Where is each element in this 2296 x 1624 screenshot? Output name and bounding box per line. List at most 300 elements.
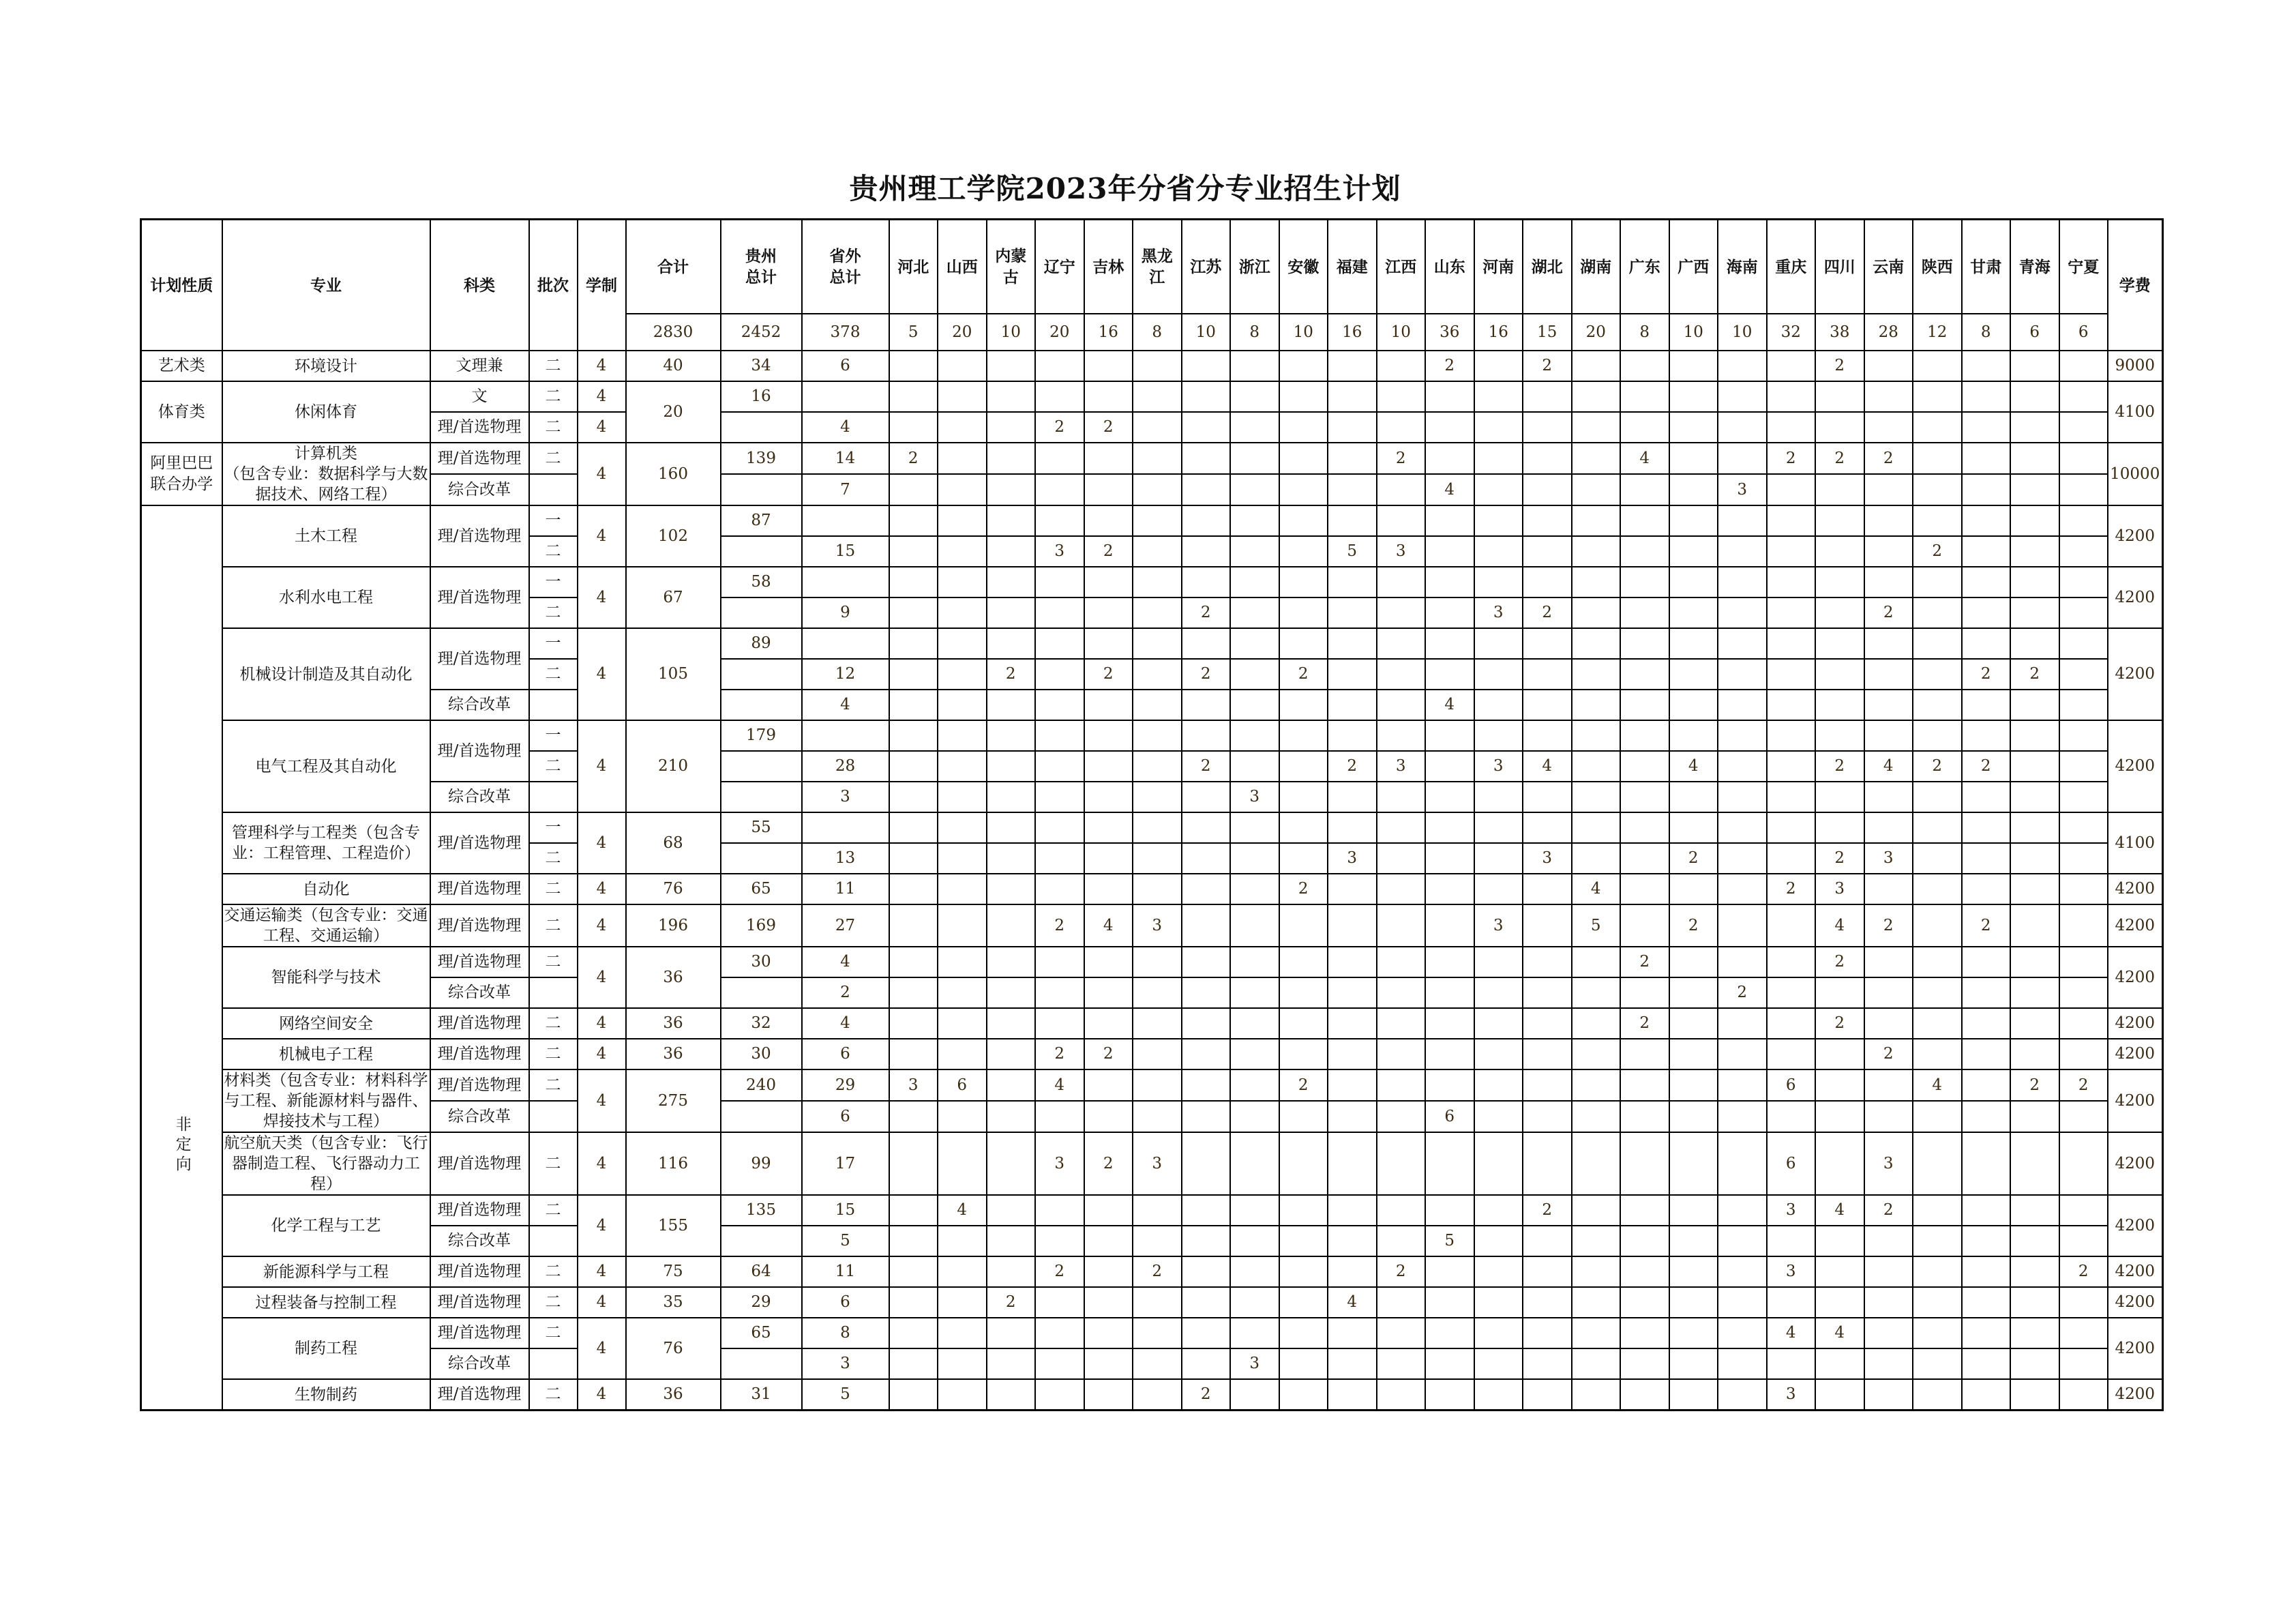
province-count [1084, 1008, 1133, 1039]
guizhou-count [721, 1226, 802, 1256]
province-count [889, 659, 938, 690]
tuition-fee: 4200 [2108, 1069, 2162, 1132]
province-count [1279, 720, 1328, 751]
outside-total-value: 378 [802, 314, 889, 351]
grand-total: 2830 [626, 314, 721, 351]
tuition-fee: 4200 [2108, 1039, 2162, 1069]
guizhou-count [721, 1101, 802, 1132]
province-count [1864, 874, 1913, 904]
province-count [1133, 1348, 1182, 1379]
province-count: 4 [1035, 1069, 1084, 1101]
major-total: 76 [626, 874, 721, 904]
province-count [1133, 659, 1182, 690]
province-count [938, 812, 987, 843]
batch: 一 [529, 720, 578, 751]
province-count [1572, 1132, 1621, 1195]
table-row [141, 782, 2163, 812]
province-count [1767, 904, 1816, 947]
province-count [1035, 874, 1084, 904]
province-count [1230, 1318, 1279, 1348]
province-count [2059, 1039, 2108, 1069]
province-count [938, 474, 987, 505]
province-count [1864, 1069, 1913, 1101]
province-count [987, 567, 1036, 597]
province-count [1328, 1195, 1377, 1226]
province-count [1182, 1008, 1231, 1039]
province-count: 5 [1328, 536, 1377, 567]
province-count [1474, 1287, 1523, 1318]
province-count [889, 628, 938, 659]
major-total: 210 [626, 720, 721, 812]
province-count [1035, 843, 1084, 874]
province-count [2059, 843, 2108, 874]
province-count [1279, 536, 1328, 567]
province-count [889, 904, 938, 947]
province-count [1718, 874, 1767, 904]
province-count [1133, 874, 1182, 904]
province-count [938, 1226, 987, 1256]
province-count [1182, 567, 1231, 597]
province-count [889, 412, 938, 443]
years: 4 [578, 443, 626, 505]
province-count [1133, 1008, 1182, 1039]
province-count [2010, 412, 2059, 443]
guizhou-count: 32 [721, 1008, 802, 1039]
province-count [889, 977, 938, 1008]
outside-count: 27 [802, 904, 889, 947]
province-count [1182, 977, 1231, 1008]
province-count [1572, 782, 1621, 812]
province-count [987, 1132, 1036, 1195]
table-row [141, 1069, 2163, 1101]
province-count [1084, 597, 1133, 628]
batch: 一 [529, 505, 578, 536]
province-count [1962, 1379, 2011, 1411]
province-count [1230, 1039, 1279, 1069]
province-count [1718, 843, 1767, 874]
major-total: 20 [626, 381, 721, 443]
subject-type: 综合改革 [430, 1348, 529, 1379]
province-count [1913, 567, 1962, 597]
province-count [1962, 782, 2011, 812]
outside-count: 4 [802, 412, 889, 443]
major-name: 材料类（包含专业：材料科学与工程、新能源材料与器件、焊接技术与工程） [222, 1069, 430, 1132]
province-count [1133, 536, 1182, 567]
province-count [1962, 1101, 2011, 1132]
province-count: 2 [1815, 843, 1864, 874]
province-count [1523, 443, 1572, 474]
province-count: 3 [1864, 843, 1913, 874]
province-count [1620, 536, 1669, 567]
province-count [1718, 812, 1767, 843]
province-count [1962, 1069, 2011, 1101]
province-count [889, 381, 938, 412]
province-count [1913, 1318, 1962, 1348]
guizhou-count [721, 690, 802, 720]
table-row [141, 351, 2163, 381]
province-count [1913, 443, 1962, 474]
province-count [987, 947, 1036, 977]
outside-count: 15 [802, 536, 889, 567]
province-count [1523, 874, 1572, 904]
province-count [1279, 1101, 1328, 1132]
province-count [1133, 1039, 1182, 1069]
province-count [987, 1008, 1036, 1039]
province-count [1279, 381, 1328, 412]
guizhou-count [721, 751, 802, 782]
province-count [1377, 977, 1426, 1008]
province-count [2059, 536, 2108, 567]
table-row [141, 720, 2163, 751]
guizhou-count [721, 1348, 802, 1379]
province-count [1084, 947, 1133, 977]
province-count [1572, 1379, 1621, 1411]
province-count [987, 1069, 1036, 1101]
major-name: 电气工程及其自动化 [222, 720, 430, 812]
province-count [2059, 1318, 2108, 1348]
province-count [1669, 567, 1718, 597]
province-count [1523, 977, 1572, 1008]
province-count [1620, 1195, 1669, 1226]
province-count [1815, 412, 1864, 443]
province-count [1572, 690, 1621, 720]
province-count: 2 [1767, 443, 1816, 474]
province-count [987, 381, 1036, 412]
province-total: 36 [1425, 314, 1474, 351]
province-count [1669, 1226, 1718, 1256]
province-count [1377, 1348, 1426, 1379]
years: 4 [578, 720, 626, 812]
province-count: 4 [1815, 1318, 1864, 1348]
province-count [1815, 1287, 1864, 1318]
province-count [1182, 1348, 1231, 1379]
province-count [2059, 351, 2108, 381]
outside-count: 2 [802, 977, 889, 1008]
province-count [1669, 690, 1718, 720]
province-count [1425, 412, 1474, 443]
outside-count: 3 [802, 1348, 889, 1379]
province-count [1620, 1287, 1669, 1318]
province-count [1572, 812, 1621, 843]
province-count [1474, 351, 1523, 381]
table-row [141, 947, 2163, 977]
province-count [1182, 874, 1231, 904]
major-name: 航空航天类（包含专业：飞行器制造工程、飞行器动力工程） [222, 1132, 430, 1195]
province-count [1133, 351, 1182, 381]
province-count [987, 1101, 1036, 1132]
province-count [1815, 1226, 1864, 1256]
province-count [1377, 812, 1426, 843]
province-count: 2 [1864, 1039, 1913, 1069]
province-count [1328, 1348, 1377, 1379]
province-count [1572, 751, 1621, 782]
province-count [1377, 1195, 1426, 1226]
header-province: 河南 [1474, 220, 1523, 314]
province-count [1328, 381, 1377, 412]
province-count [987, 904, 1036, 947]
province-count [2059, 1379, 2108, 1411]
province-count [1035, 381, 1084, 412]
province-count [1133, 1287, 1182, 1318]
province-count [2059, 567, 2108, 597]
subject-type: 理/首选物理 [430, 1318, 529, 1348]
province-count [1767, 947, 1816, 977]
major-name: 休闲体育 [222, 381, 430, 443]
province-count [1377, 1101, 1426, 1132]
province-count [1864, 412, 1913, 443]
province-count [889, 536, 938, 567]
province-count [1572, 977, 1621, 1008]
batch: 二 [529, 874, 578, 904]
province-count [1230, 1226, 1279, 1256]
province-count: 2 [1913, 751, 1962, 782]
province-count [1182, 443, 1231, 474]
guizhou-count: 99 [721, 1132, 802, 1195]
province-count [1377, 567, 1426, 597]
province-count [1815, 1348, 1864, 1379]
province-count [1230, 720, 1279, 751]
header-province: 黑龙江 [1133, 220, 1182, 314]
guizhou-count: 30 [721, 947, 802, 977]
province-count [1767, 597, 1816, 628]
subject-type: 理/首选物理 [430, 1069, 529, 1101]
province-count [1133, 720, 1182, 751]
province-count [1328, 1226, 1377, 1256]
batch: 二 [529, 947, 578, 977]
subject-type: 文 [430, 381, 529, 412]
batch: 一 [529, 628, 578, 659]
outside-count: 7 [802, 474, 889, 505]
province-count [1669, 1348, 1718, 1379]
province-count [1864, 1256, 1913, 1287]
province-count [1767, 751, 1816, 782]
province-count [1913, 874, 1962, 904]
province-count [2010, 597, 2059, 628]
major-name: 水利水电工程 [222, 567, 430, 628]
province-count [1572, 1008, 1621, 1039]
tuition-fee: 4100 [2108, 812, 2162, 874]
province-count [1620, 1132, 1669, 1195]
header-years: 学制 [578, 220, 626, 351]
province-count [1425, 1287, 1474, 1318]
province-count [1328, 351, 1377, 381]
years: 4 [578, 567, 626, 628]
province-count [1425, 977, 1474, 1008]
province-count [1572, 1069, 1621, 1101]
province-count [1133, 977, 1182, 1008]
major-name: 智能科学与技术 [222, 947, 430, 1008]
province-count [1962, 351, 2011, 381]
tuition-fee: 4200 [2108, 1008, 2162, 1039]
province-count [889, 474, 938, 505]
province-count [1572, 1195, 1621, 1226]
province-count [1962, 1195, 2011, 1226]
province-count [1767, 843, 1816, 874]
province-count [1279, 1287, 1328, 1318]
province-count [1425, 1039, 1474, 1069]
batch: 二 [529, 1256, 578, 1287]
province-total: 28 [1864, 314, 1913, 351]
province-count [1572, 720, 1621, 751]
guizhou-count [721, 843, 802, 874]
province-count: 2 [2010, 1069, 2059, 1101]
subject-type: 理/首选物理 [430, 505, 529, 567]
province-count [1133, 1195, 1182, 1226]
province-count [1328, 1256, 1377, 1287]
major-name: 计算机类 （包含专业：数据科学与大数据技术、网络工程） [222, 443, 430, 505]
subject-type: 综合改革 [430, 474, 529, 505]
province-count [1474, 412, 1523, 443]
province-count [1767, 659, 1816, 690]
major-total: 155 [626, 1195, 721, 1256]
province-count [1718, 567, 1767, 597]
province-count [1084, 1318, 1133, 1348]
province-count [1767, 812, 1816, 843]
outside-count: 8 [802, 1318, 889, 1348]
province-count [1425, 1132, 1474, 1195]
province-count [1328, 628, 1377, 659]
province-total: 38 [1815, 314, 1864, 351]
province-count [1718, 351, 1767, 381]
province-count [938, 904, 987, 947]
province-count [1962, 1287, 2011, 1318]
province-total: 6 [2010, 314, 2059, 351]
province-count [1718, 1318, 1767, 1348]
province-count [1328, 1101, 1377, 1132]
province-count [1474, 1039, 1523, 1069]
tuition-fee: 4200 [2108, 628, 2162, 720]
province-count [1669, 812, 1718, 843]
province-count [1572, 505, 1621, 536]
province-count [1815, 782, 1864, 812]
province-count [889, 1101, 938, 1132]
province-count [1035, 947, 1084, 977]
batch: 一 [529, 812, 578, 843]
subject-type: 理/首选物理 [430, 812, 529, 874]
province-count: 2 [1523, 351, 1572, 381]
province-count: 3 [1328, 843, 1377, 874]
province-count: 2 [1084, 536, 1133, 567]
province-count [1669, 1256, 1718, 1287]
header-province: 辽宁 [1035, 220, 1084, 314]
province-count [1718, 1287, 1767, 1318]
province-count [1474, 474, 1523, 505]
province-count [1377, 843, 1426, 874]
province-count: 3 [1767, 1379, 1816, 1411]
province-count [1523, 1287, 1572, 1318]
province-count [1328, 597, 1377, 628]
province-count: 3 [1133, 1132, 1182, 1195]
province-count [1620, 351, 1669, 381]
province-count [938, 1101, 987, 1132]
major-name: 机械电子工程 [222, 1039, 430, 1069]
table-row [141, 977, 2163, 1008]
header-province: 湖南 [1572, 220, 1621, 314]
province-count [1815, 1132, 1864, 1195]
province-count [1279, 628, 1328, 659]
province-count [1718, 505, 1767, 536]
province-count [1279, 904, 1328, 947]
guizhou-count [721, 412, 802, 443]
province-count [1084, 567, 1133, 597]
guizhou-count: 179 [721, 720, 802, 751]
subject-type: 综合改革 [430, 977, 529, 1008]
province-count [1620, 412, 1669, 443]
province-count [1767, 690, 1816, 720]
province-count [1328, 505, 1377, 536]
guizhou-count: 55 [721, 812, 802, 843]
tuition-fee: 4200 [2108, 947, 2162, 1008]
subject-type: 理/首选物理 [430, 720, 529, 782]
guizhou-total-value: 2452 [721, 314, 802, 351]
province-count [987, 751, 1036, 782]
province-count [1962, 536, 2011, 567]
province-count [1815, 720, 1864, 751]
table-row [141, 1195, 2163, 1226]
province-count [1523, 1039, 1572, 1069]
batch: 二 [529, 597, 578, 628]
subject-type: 综合改革 [430, 690, 529, 720]
guizhou-count [721, 977, 802, 1008]
outside-count: 3 [802, 782, 889, 812]
province-count [1523, 536, 1572, 567]
province-count [938, 947, 987, 977]
province-count [1523, 1256, 1572, 1287]
province-count [1620, 1226, 1669, 1256]
outside-count: 6 [802, 1039, 889, 1069]
outside-count: 28 [802, 751, 889, 782]
province-count [889, 1256, 938, 1287]
province-count: 3 [1474, 751, 1523, 782]
province-count [1718, 904, 1767, 947]
header-province: 云南 [1864, 220, 1913, 314]
major-total: 36 [626, 947, 721, 1008]
province-count [1230, 381, 1279, 412]
province-count [889, 597, 938, 628]
province-count: 6 [1767, 1132, 1816, 1195]
province-count [938, 720, 987, 751]
province-count [1620, 381, 1669, 412]
province-count [1815, 381, 1864, 412]
subject-type: 理/首选物理 [430, 443, 529, 474]
province-count [1425, 628, 1474, 659]
province-count [938, 751, 987, 782]
province-count [1377, 1039, 1426, 1069]
province-count [1182, 1318, 1231, 1348]
province-count [1328, 1039, 1377, 1069]
province-count [1230, 443, 1279, 474]
province-count [1377, 505, 1426, 536]
province-count [1084, 351, 1133, 381]
province-count [889, 843, 938, 874]
years: 4 [578, 628, 626, 720]
province-count [1279, 1256, 1328, 1287]
province-count [1425, 947, 1474, 977]
province-count [1474, 1069, 1523, 1101]
province-count [987, 351, 1036, 381]
province-count [1279, 843, 1328, 874]
province-count: 3 [1230, 782, 1279, 812]
province-count [889, 1039, 938, 1069]
plan-type-cell [141, 443, 222, 505]
province-count [2010, 567, 2059, 597]
province-count [1669, 1101, 1718, 1132]
province-count [1523, 1318, 1572, 1348]
province-count: 3 [1718, 474, 1767, 505]
province-count [1377, 1318, 1426, 1348]
province-count [938, 597, 987, 628]
province-count [987, 874, 1036, 904]
